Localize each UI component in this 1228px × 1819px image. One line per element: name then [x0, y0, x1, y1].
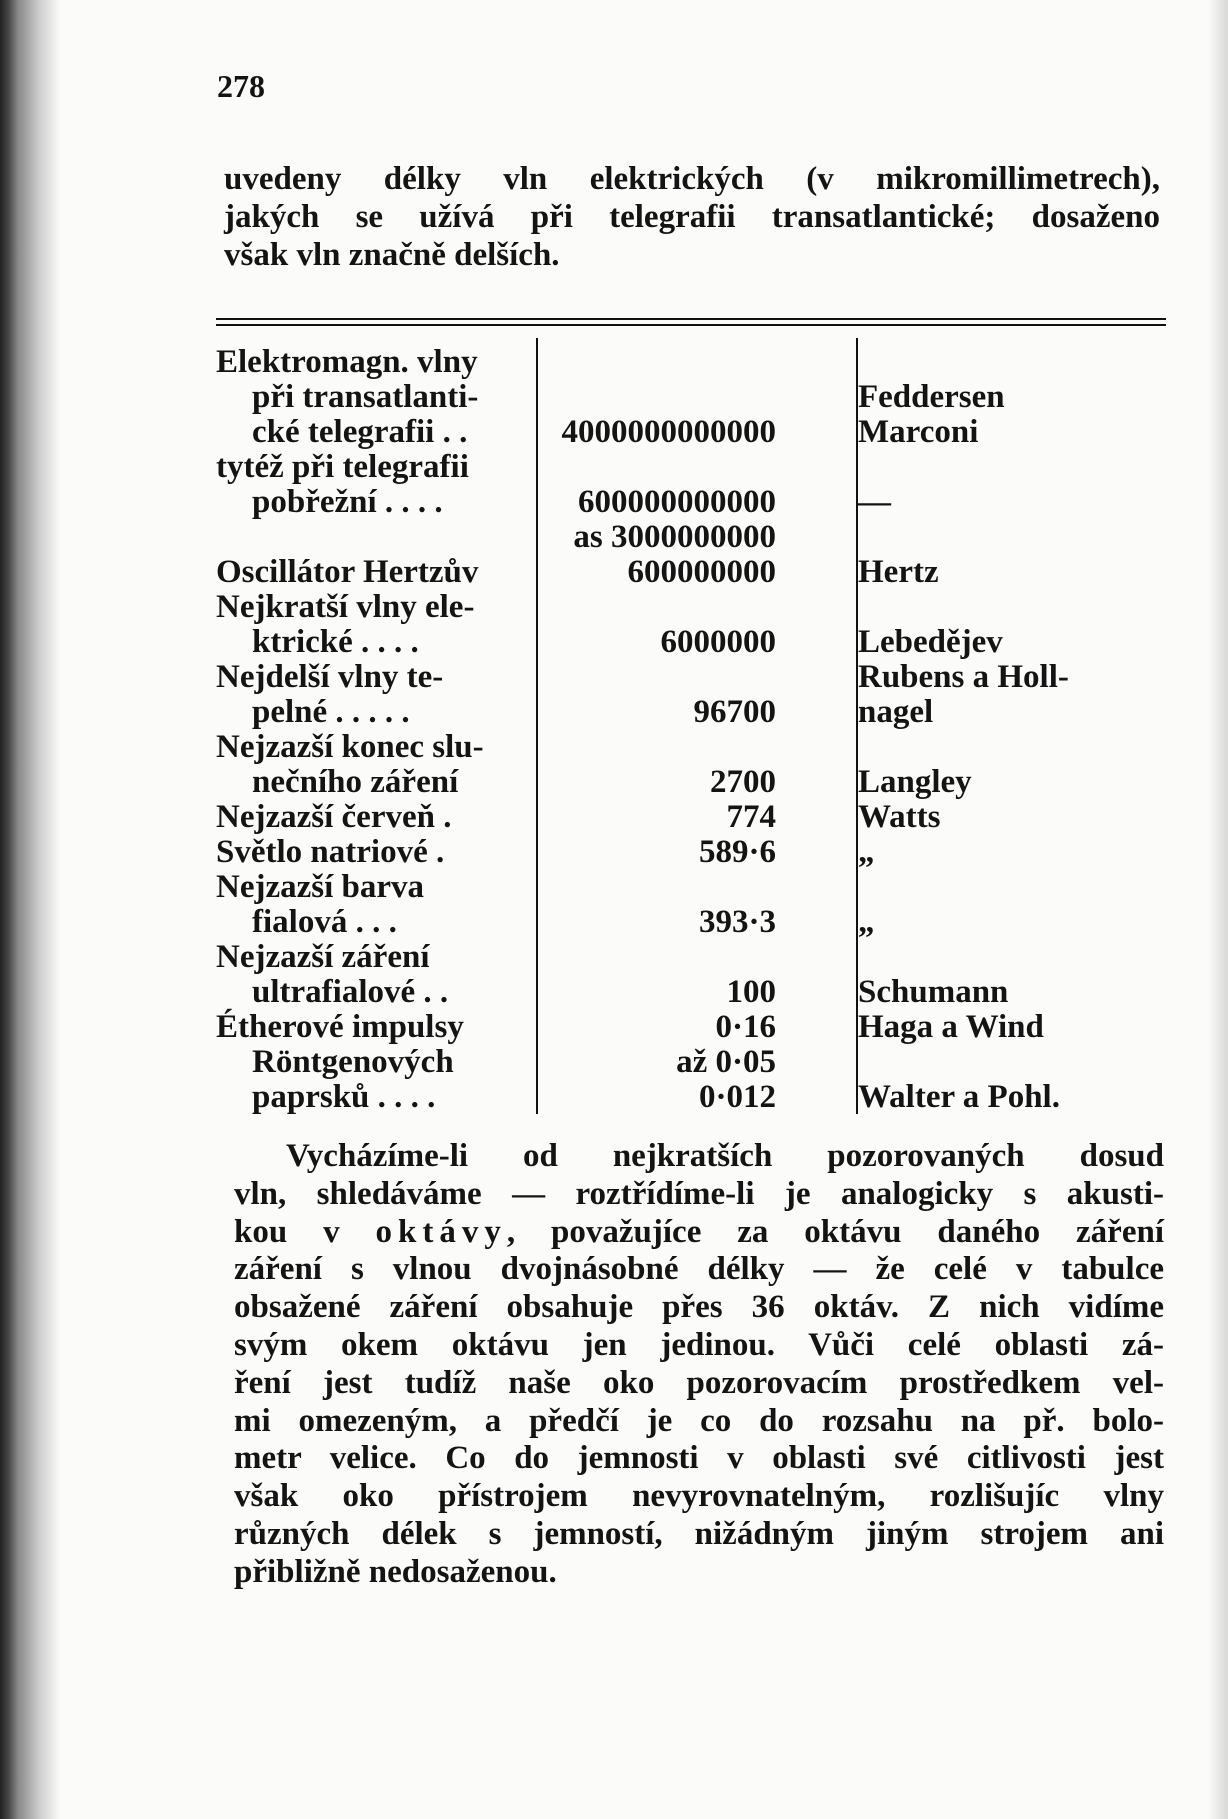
row-label [216, 590, 536, 660]
observer-line: Schumann [858, 974, 1009, 1010]
observer-line: — [858, 484, 891, 520]
observer-line: Langley [858, 764, 972, 800]
wavelength-value-line: 0·012 [698, 1079, 776, 1115]
observer [836, 975, 1166, 1010]
text: , považujíce za oktávu daného záření [506, 1213, 1164, 1250]
page-number: 278 [217, 68, 265, 104]
paragraph-line: metr velice. Co do jemnosti v oblasti své citlivosti jest [234, 1440, 1164, 1477]
paragraph-line: vln, shledáváme — roztřídíme-li je analogicky s akusti- [234, 1175, 1164, 1212]
row-label-line: Nejzazší konec slu- [216, 729, 484, 765]
intro-line: však vln značně delších. [224, 237, 560, 273]
wavelength-value [536, 905, 836, 940]
table-row [216, 870, 1166, 940]
observer [836, 380, 1166, 450]
body-paragraph [234, 1138, 1164, 1592]
intro-text [224, 160, 1160, 274]
row-label [216, 1010, 536, 1115]
wavelength-value-line: 96700 [693, 694, 776, 730]
observer-line: nagel [858, 694, 934, 730]
observer [836, 835, 1166, 870]
row-label-line: Nejdelší vlny te- [216, 659, 444, 695]
observer-line: „ [858, 904, 875, 940]
row-label [216, 870, 536, 940]
wavelength-value [536, 975, 836, 1010]
table-top-rule [216, 324, 1166, 326]
row-label [216, 450, 536, 520]
observer-line: Marconi [858, 414, 979, 450]
wavelength-value [536, 1010, 836, 1115]
table-row [216, 1010, 1166, 1115]
page-edge-shadow [1208, 0, 1228, 1819]
row-label-line: Nejkratší vlny ele- [216, 589, 475, 625]
row-label-line: Röntgenových [252, 1044, 454, 1080]
paragraph-line: Vycházíme-li od nejkratších pozorovaných dosud [286, 1138, 1164, 1174]
wavelength-value-line: 774 [726, 799, 776, 835]
row-label-line: tytéž při telegrafii [216, 449, 469, 485]
observer-line: Feddersen [858, 379, 1005, 415]
intro-line: jakých se užívá při telegrafii transatlantické; dosaženo [224, 199, 1160, 235]
table-top-rule [216, 318, 1166, 320]
row-label-line: Nejzazší červeň . [216, 799, 452, 835]
observer [836, 485, 1166, 520]
row-label-line: pelné . . . . . [252, 694, 410, 730]
row-label-line: Elektromagn. vlny [216, 344, 478, 380]
wavelength-value-line: 0·16 [715, 1009, 776, 1045]
intro-line: uvedeny délky vln elektrických (v mikromillimetrech), [224, 161, 1160, 197]
wavelength-value-line: 600000000 [627, 554, 776, 590]
observer [836, 1010, 1166, 1115]
observer-line: Hertz [858, 554, 939, 590]
table-row [216, 660, 1166, 730]
wavelength-value [536, 800, 836, 835]
row-label [216, 940, 536, 1010]
wavelength-value [536, 765, 836, 800]
row-label [216, 835, 536, 870]
wavelength-value-line: 600000000000 [578, 484, 776, 520]
paragraph-line: obsažené záření obsahuje přes 36 oktáv. Z nich vidíme [234, 1289, 1164, 1326]
wavelength-value-line: 6000000 [660, 624, 776, 660]
row-label [216, 345, 536, 450]
wavelength-value [536, 415, 836, 450]
row-label [216, 555, 536, 590]
observer [836, 905, 1166, 940]
paragraph-line: přibližně nedosaženou. [234, 1553, 557, 1590]
paragraph-line [234, 1214, 1164, 1252]
table-row [216, 345, 1166, 450]
wavelength-value [536, 625, 836, 660]
observer [836, 765, 1166, 800]
paragraph-line: záření s vlnou dvojnásobné délky — že celé v tabulce [234, 1251, 1164, 1288]
row-label-line: Nejzazší barva [216, 869, 425, 905]
row-label-line: při transatlanti- [252, 379, 479, 415]
wavelength-value [536, 835, 836, 870]
table-row [216, 940, 1166, 1010]
wavelength-value-line: 4000000000000 [561, 414, 776, 450]
table-row [216, 730, 1166, 800]
emphasized-word: oktávy [375, 1213, 507, 1250]
wavelength-value-line: 100 [726, 974, 776, 1010]
row-label-line: Étherové impulsy [216, 1009, 464, 1045]
text: kou v [234, 1213, 376, 1250]
wavelength-value [536, 485, 836, 520]
row-label-line: ultrafialové . . [252, 974, 449, 1010]
observer-line: „ [858, 834, 875, 870]
row-label-line: Nejzazší záření [216, 939, 430, 975]
observer-line: Lebedějev [858, 624, 1003, 660]
observer [836, 800, 1166, 835]
wavelength-value-line: až 0·05 [676, 1044, 776, 1080]
paragraph-line: ření jest tudíž naše oko pozorovacím prostředkem vel- [234, 1364, 1164, 1401]
book-binding-shadow [0, 0, 60, 1819]
row-label-line: ktrické . . . . [252, 624, 419, 660]
paragraph-rest [234, 1251, 1164, 1591]
table-row [216, 800, 1166, 835]
row-label-line: fialová . . . [252, 904, 397, 940]
table-row [216, 590, 1166, 660]
observer-line: Watts [858, 799, 941, 835]
row-label-line: Oscillátor Hertzův [216, 554, 479, 590]
row-label-line: cké telegrafii . . [252, 414, 468, 450]
wavelength-value-line: 2700 [710, 764, 776, 800]
row-label-line: nečního záření [252, 764, 459, 800]
wavelength-value-line: as 3000000000 [573, 519, 776, 555]
table-row [216, 450, 1166, 520]
observer [836, 625, 1166, 660]
row-label-line: paprsků . . . . [252, 1079, 436, 1115]
observer-line [858, 1045, 1166, 1080]
observer-line: Rubens a Holl- [858, 659, 1069, 695]
wavelength-value [536, 520, 836, 590]
row-label [216, 660, 536, 730]
paragraph-line: mi omezeným, a předčí je co do rozsahu na př. bolo- [234, 1402, 1164, 1439]
observer [836, 555, 1166, 590]
observer-line: Walter a Pohl. [858, 1079, 1060, 1115]
paragraph-line: však oko přístrojem nevyrovnatelným, rozlišujíc vlny [234, 1478, 1164, 1515]
row-label [216, 800, 536, 835]
paragraph-line: svým okem oktávu jen jedinou. Vůči celé oblasti zá- [234, 1326, 1164, 1363]
table-row [216, 835, 1166, 870]
row-label-line: pobřežní . . . . [252, 484, 443, 520]
table-row [216, 520, 1166, 590]
paragraph-line: různých délek s jemností, nižádným jiným strojem ani [234, 1515, 1164, 1552]
wavelength-value [536, 695, 836, 730]
wavelength-table [216, 345, 1166, 1115]
observer [836, 660, 1166, 730]
row-label-line: Světlo natriové . [216, 834, 445, 870]
wavelength-value-line: 589·6 [698, 834, 776, 870]
row-label [216, 730, 536, 800]
wavelength-value-line: 393·3 [698, 904, 776, 940]
observer-line: Haga a Wind [858, 1009, 1044, 1045]
